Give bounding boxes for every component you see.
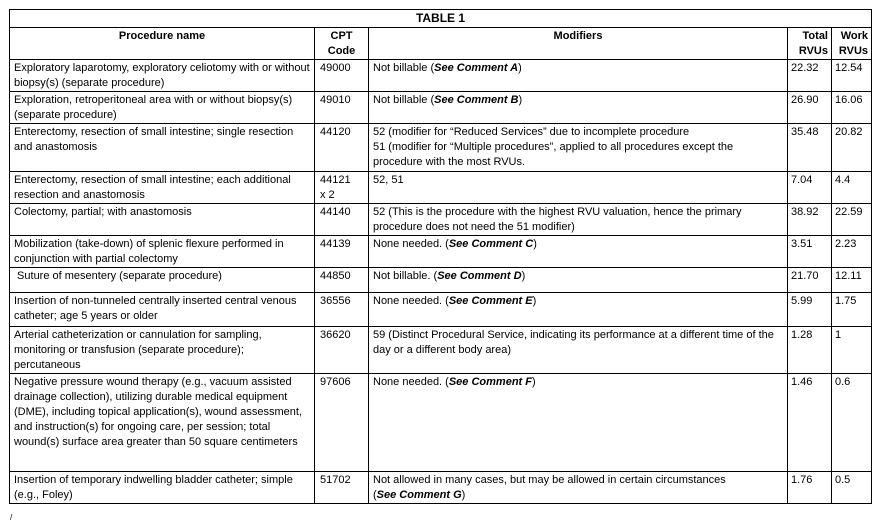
table-row [10, 327, 872, 374]
cpt-code: 51702 [315, 472, 369, 504]
total-rvus: 38.92 [788, 204, 832, 236]
modifiers: Not billable (See Comment B) [369, 92, 788, 124]
work-rvus: 16.06 [832, 92, 872, 124]
total-rvus: 3.51 [788, 236, 832, 268]
header-total-rvus: Total RVUs [788, 28, 832, 60]
table-row [10, 60, 872, 92]
table-row [10, 204, 872, 236]
cpt-code: 36556 [315, 293, 369, 327]
procedures-table [9, 9, 872, 504]
procedure-name: Negative pressure wound therapy (e.g., vacuum assisted drainage collection), utilizing durable medical equipment (DME), including topical application(s), wound assessment, and instruction(s) for ongoing care, per session; total wound(s) surface area greater than 50 square centimeters [10, 374, 315, 472]
work-rvus: 1.75 [832, 293, 872, 327]
cpt-code: 44120 [315, 124, 369, 172]
total-rvus: 1.28 [788, 327, 832, 374]
procedure-name: Exploration, retroperitoneal area with or without biopsy(s) (separate procedure) [10, 92, 315, 124]
modifiers: None needed. (See Comment F) [369, 374, 788, 472]
cpt-code: 97606 [315, 374, 369, 472]
comment-ref: See Comment A [434, 62, 519, 74]
work-rvus: 22.59 [832, 204, 872, 236]
work-rvus: 12.11 [832, 268, 872, 293]
procedure-name: Insertion of non-tunneled centrally inserted central venous catheter; age 5 years or older [10, 293, 315, 327]
cpt-code: 44850 [315, 268, 369, 293]
cpt-code: 49010 [315, 92, 369, 124]
total-rvus: 5.99 [788, 293, 832, 327]
table-row [10, 236, 872, 268]
work-rvus: 1 [832, 327, 872, 374]
modifiers: 52, 51 [369, 172, 788, 204]
total-rvus: 7.04 [788, 172, 832, 204]
table-row [10, 92, 872, 124]
footnote-mark: / [10, 513, 13, 522]
procedure-name: Colectomy, partial; with anastomosis [10, 204, 315, 236]
modifiers: Not allowed in many cases, but may be allowed in certain circumstances (See Comment G) [369, 472, 788, 504]
comment-ref: See Comment F [448, 376, 532, 388]
cpt-code: 44139 [315, 236, 369, 268]
procedure-name: Arterial catheterization or cannulation for sampling, monitoring or transfusion (separate procedure); percutaneous [10, 327, 315, 374]
total-rvus: 1.76 [788, 472, 832, 504]
total-rvus: 22.32 [788, 60, 832, 92]
table-row [10, 472, 872, 504]
work-rvus: 0.5 [832, 472, 872, 504]
header-work-rvus: Work RVUs [832, 28, 872, 60]
total-rvus: 21.70 [788, 268, 832, 293]
comment-ref: See Comment D [437, 270, 522, 282]
cpt-code: 36620 [315, 327, 369, 374]
total-rvus: 1.46 [788, 374, 832, 472]
total-rvus: 35.48 [788, 124, 832, 172]
procedure-name: Enterectomy, resection of small intestine; single resection and anastomosis [10, 124, 315, 172]
modifiers: None needed. (See Comment C) [369, 236, 788, 268]
header-cpt: CPT Code [315, 28, 369, 60]
comment-ref: See Comment B [434, 94, 519, 106]
modifiers: None needed. (See Comment E) [369, 293, 788, 327]
cpt-code: 44140 [315, 204, 369, 236]
procedure-name: Suture of mesentery (separate procedure) [10, 268, 315, 293]
table-row [10, 172, 872, 204]
comment-ref: See Comment E [448, 295, 533, 307]
header-modifiers: Modifiers [369, 28, 788, 60]
header-row [10, 28, 872, 60]
table-row [10, 124, 872, 172]
table-title: TABLE 1 [10, 10, 872, 28]
modifiers: Not billable (See Comment A) [369, 60, 788, 92]
modifiers: 59 (Distinct Procedural Service, indicating its performance at a different time of the day or a different body area) [369, 327, 788, 374]
procedure-name: Enterectomy, resection of small intestine; each additional resection and anastomosis [10, 172, 315, 204]
title-row [10, 10, 872, 28]
work-rvus: 12.54 [832, 60, 872, 92]
cpt-code: 44121 x 2 [315, 172, 369, 204]
work-rvus: 2.23 [832, 236, 872, 268]
cpt-code: 49000 [315, 60, 369, 92]
modifiers: Not billable. (See Comment D) [369, 268, 788, 293]
comment-ref: See Comment C [448, 238, 534, 250]
procedure-name: Mobilization (take-down) of splenic flexure performed in conjunction with partial colectomy [10, 236, 315, 268]
comment-ref: See Comment G [376, 489, 462, 501]
modifiers: 52 (modifier for “Reduced Services” due to incomplete procedure 51 (modifier for “Multiple procedures”, applied to all procedures except the procedure with the most RVUs. [369, 124, 788, 172]
table-row [10, 293, 872, 327]
table-row [10, 268, 872, 293]
header-procedure: Procedure name [10, 28, 315, 60]
procedure-name: Insertion of temporary indwelling bladder catheter; simple (e.g., Foley) [10, 472, 315, 504]
modifiers: 52 (This is the procedure with the highest RVU valuation, hence the primary procedure does not need the 51 modifier) [369, 204, 788, 236]
work-rvus: 4.4 [832, 172, 872, 204]
table-row [10, 374, 872, 472]
procedure-name: Exploratory laparotomy, exploratory celiotomy with or without biopsy(s) (separate procedure) [10, 60, 315, 92]
work-rvus: 20.82 [832, 124, 872, 172]
total-rvus: 26.90 [788, 92, 832, 124]
work-rvus: 0.6 [832, 374, 872, 472]
